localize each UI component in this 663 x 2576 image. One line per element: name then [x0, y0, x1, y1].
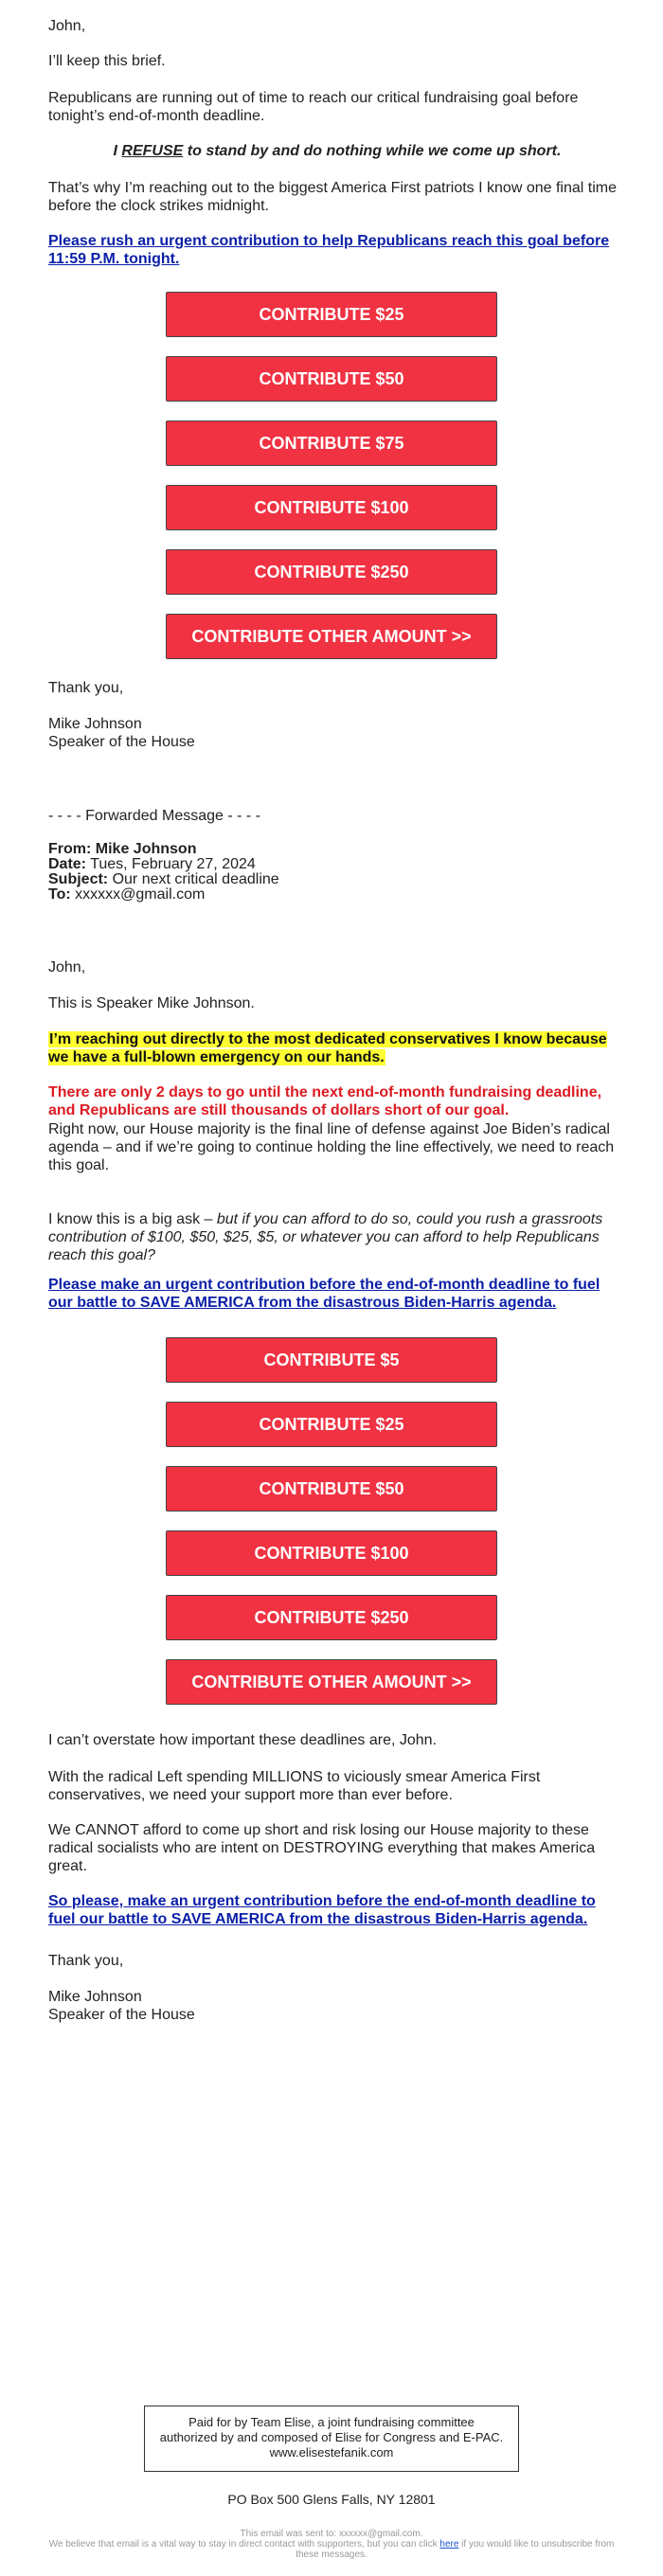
contribute-5-button[interactable]: CONTRIBUTE $5 — [166, 1337, 497, 1383]
contribute-250-button[interactable]: CONTRIBUTE $250 — [166, 1595, 497, 1640]
forward-from: From: Mike Johnson — [48, 841, 197, 857]
sent-to-notice: This email was sent to: xxxxxx@gmail.com. — [240, 2529, 423, 2539]
unsubscribe-notice: We believe that email is a vital way to stay in direct contact with supporters, but you can click here if you would like to unsubscribe from these messages. — [48, 2539, 615, 2560]
signer-title: Speaker of the House — [48, 734, 195, 750]
forward-subject: Subject: Our next critical deadline — [48, 871, 279, 887]
deadline-alert: There are only 2 days to go until the next end-of-month fundraising deadline, and Republicans are still thousands of dollars short of our goal. — [48, 1084, 602, 1118]
contribute-25-button[interactable]: CONTRIBUTE $25 — [166, 1402, 497, 1447]
signer-title: Speaker of the House — [48, 2007, 195, 2023]
contribute-50-button[interactable]: CONTRIBUTE $50 — [166, 356, 497, 402]
intro-cta-link-wrap — [48, 232, 626, 268]
body-paragraph: Right now, our House majority is the final line of defense against Joe Biden’s radical agenda – and if we’re going to continue holding the line effectively, we need to reach this goal. — [48, 1121, 615, 1173]
forward-date: Date: Tues, February 27, 2024 — [48, 856, 256, 872]
contribute-link[interactable]: Please rush an urgent contribution to help Republicans reach this goal before 11:59 P.M. tonight. — [48, 233, 610, 267]
contribute-50-button[interactable]: CONTRIBUTE $50 — [166, 1466, 497, 1512]
contribute-75-button[interactable]: CONTRIBUTE $75 — [166, 420, 497, 466]
contribute-100-button[interactable]: CONTRIBUTE $100 — [166, 1530, 497, 1576]
forwarded-header: - - - - Forwarded Message - - - - — [48, 808, 261, 824]
signoff: Thank you, — [48, 680, 124, 696]
signer-name: Mike Johnson — [48, 1989, 142, 2005]
signoff: Thank you, — [48, 1953, 124, 1969]
intro-paragraph: That’s why I’m reaching out to the biggest America First patriots I know one final time before the clock strikes midnight. — [48, 180, 617, 214]
body-paragraph: We CANNOT afford to come up short and risk losing our House majority to these radical socialists who are intent on DESTROYING everything that makes America great. — [48, 1822, 596, 1874]
mailing-address: PO Box 500 Glens Falls, NY 12801 — [227, 2492, 436, 2507]
body-paragraph: I can’t overstate how important these deadlines are, John. — [48, 1732, 438, 1748]
unsubscribe-link[interactable]: here — [439, 2539, 459, 2549]
intro-paragraph: This is Speaker Mike Johnson. — [48, 995, 255, 1011]
emergency-highlight: I’m reaching out directly to the most dedicated conservatives I know because we have a full-blown emergency on our hands. — [48, 1031, 607, 1065]
greeting: John, — [48, 18, 86, 34]
contribute-link[interactable]: So please, make an urgent contribution before the end-of-month deadline to fuel our battle to SAVE AMERICA from the disastrous Biden-Harris agenda. — [48, 1893, 596, 1927]
contribute-other-button[interactable]: CONTRIBUTE OTHER AMOUNT >> — [166, 614, 497, 659]
intro-paragraph: Republicans are running out of time to reach our critical fundraising goal before tonight’s end-of-month deadline. — [48, 90, 579, 124]
forward-to: To: xxxxxx@gmail.com — [48, 886, 206, 903]
greeting: John, — [48, 959, 86, 975]
body-paragraph: With the radical Left spending MILLIONS to viciously smear America First conservatives, we need your support more than ever before. — [48, 1769, 541, 1803]
ask-paragraph: I know this is a big ask – but if you can afford to do so, could you rush a grassroots contribution of $100, $50, $25, $5, or whatever you can afford to help Republicans reach this goal? — [48, 1211, 603, 1263]
signer-name: Mike Johnson — [48, 716, 142, 732]
contribute-other-button[interactable]: CONTRIBUTE OTHER AMOUNT >> — [166, 1659, 497, 1705]
contribute-25-button[interactable]: CONTRIBUTE $25 — [166, 292, 497, 337]
intro-paragraph: I’ll keep this brief. — [48, 53, 166, 69]
cta-link-wrap — [48, 1892, 626, 1928]
contribute-100-button[interactable]: CONTRIBUTE $100 — [166, 485, 497, 530]
contribute-250-button[interactable]: CONTRIBUTE $250 — [166, 549, 497, 595]
contribute-link[interactable]: Please make an urgent contribution before the end-of-month deadline to fuel our battle to SAVE AMERICA from the disastrous Biden-Harris agenda. — [48, 1277, 600, 1311]
cta-link-wrap — [48, 1276, 626, 1312]
paid-for-disclaimer: Paid for by Team Elise, a joint fundraising committee authorized by and composed of Elise for Congress and E-PAC. www.elisestefanik.com — [144, 2406, 519, 2472]
refuse-statement: I REFUSE to stand by and do nothing while we come up short. — [113, 143, 562, 159]
